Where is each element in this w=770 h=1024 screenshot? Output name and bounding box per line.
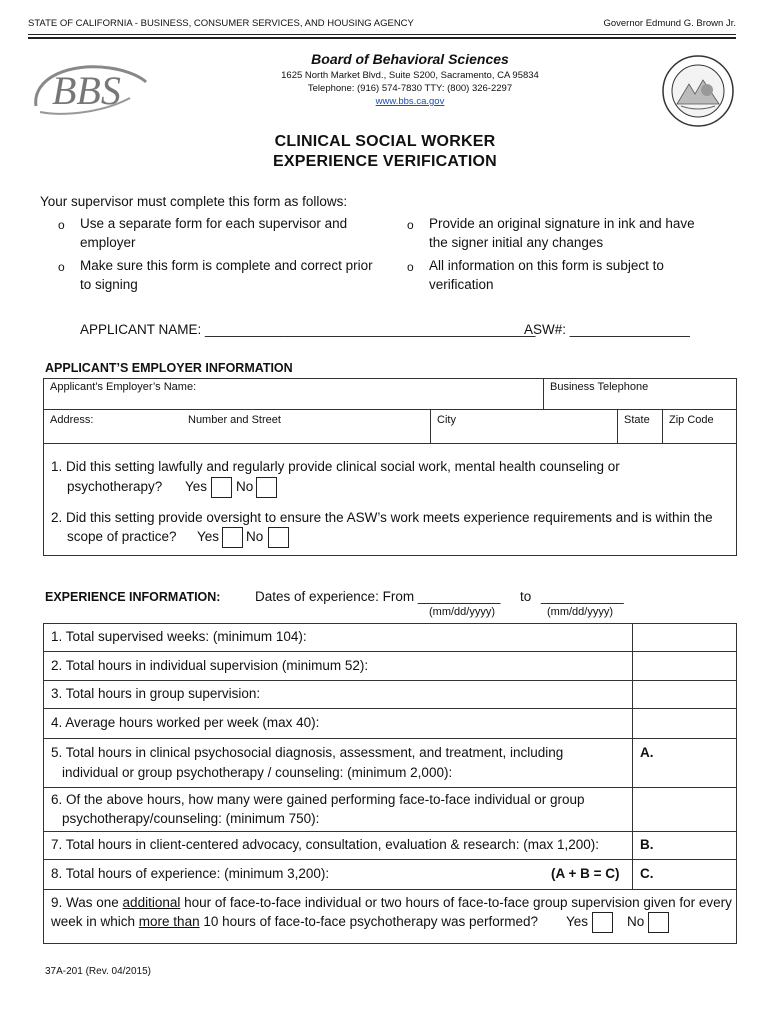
exp-row-6: 6. Of the above hours, how many were gained performing face-to-face individual or group — [51, 792, 585, 807]
q1-no-label: No — [236, 479, 254, 494]
applicant-name-field[interactable]: APPLICANT NAME: ____________________________________________ — [80, 322, 536, 337]
instruction-item-cont: verification — [429, 277, 494, 292]
exp-input-4[interactable] — [633, 709, 736, 738]
header-rule-thick — [28, 37, 736, 39]
exp-row-6-cont: psychotherapy/counseling: (minimum 750): — [62, 811, 320, 826]
question-1: 1. Did this setting lawfully and regularly provide clinical social work, mental health counseling or — [51, 459, 620, 474]
exp-row-2: 2. Total hours in individual supervision (minimum 52): — [51, 658, 369, 673]
form-title-line2: EXPERIENCE VERIFICATION — [273, 153, 497, 170]
q9-yes-label: Yes — [566, 914, 589, 929]
exp-input-7-label: B. — [640, 837, 654, 852]
question-9: 9. Was one additional hour of face-to-face individual or two hours of face-to-face group supervision given for every — [51, 895, 732, 910]
exp-row-1: 1. Total supervised weeks: (minimum 104): — [51, 629, 307, 644]
exp-row-8-formula: (A + B = C) — [551, 866, 620, 881]
q1-no-checkbox[interactable] — [256, 477, 277, 498]
exp-input-6[interactable] — [633, 788, 736, 831]
city-field[interactable]: City — [437, 414, 456, 426]
zip-code-field[interactable]: Zip Code — [669, 414, 714, 426]
bullet-glyph: o — [58, 260, 65, 274]
q2-no-checkbox[interactable] — [268, 527, 289, 548]
board-name: Board of Behavioral Sciences — [311, 51, 509, 67]
instruction-item: Use a separate form for each supervisor and — [80, 216, 348, 231]
instruction-item: Provide an original signature in ink and have — [429, 216, 695, 231]
business-telephone-field[interactable]: Business Telephone — [550, 381, 649, 393]
q2-yes-label: Yes — [197, 529, 220, 544]
q2-no-label: No — [246, 529, 264, 544]
instruction-item-cont: employer — [80, 235, 136, 250]
bbs-logo — [30, 58, 150, 118]
instructions-intro: Your supervisor must complete this form as follows: — [40, 194, 348, 209]
instruction-item: All information on this form is subject to — [429, 258, 664, 273]
experience-section-heading: EXPERIENCE INFORMATION: — [45, 590, 221, 604]
employer-section-heading: APPLICANT’S EMPLOYER INFORMATION — [45, 361, 293, 375]
bullet-glyph: o — [407, 260, 414, 274]
exp-row-4: 4. Average hours worked per week (max 40): — [51, 715, 320, 730]
exp-input-1[interactable] — [633, 624, 736, 651]
board-phone: Telephone: (916) 574-7830 TTY: (800) 326-2297 — [307, 83, 513, 94]
question-1-cont: psychotherapy? — [67, 479, 163, 494]
question-2: 2. Did this setting provide oversight to ensure the ASW’s work meets experience requirements and is within the — [51, 510, 713, 525]
exp-row-5-cont: individual or group psychotherapy / counseling: (minimum 2,000): — [62, 765, 453, 780]
board-website-link[interactable]: www.bbs.ca.gov — [375, 96, 445, 107]
question-2-cont: scope of practice? — [67, 529, 177, 544]
exp-input-8-label: C. — [640, 866, 654, 881]
instruction-item: Make sure this form is complete and correct prior — [80, 258, 373, 273]
instruction-item-cont: the signer initial any changes — [429, 235, 604, 250]
bullet-glyph: o — [58, 218, 65, 232]
board-address: 1625 North Market Blvd., Suite S200, Sacramento, CA 95834 — [281, 70, 539, 81]
employer-name-field[interactable]: Applicant’s Employer’s Name: — [50, 381, 197, 393]
exp-row-3: 3. Total hours in group supervision: — [51, 686, 261, 701]
dates-to-label: to — [520, 589, 532, 604]
state-field[interactable]: State — [624, 414, 650, 426]
state-seal — [661, 54, 735, 128]
q9-yes-checkbox[interactable] — [592, 912, 613, 933]
header-rule — [28, 34, 736, 35]
bullet-glyph: o — [407, 218, 414, 232]
q1-yes-label: Yes — [185, 479, 208, 494]
governor-name: Governor Edmund G. Brown Jr. — [603, 18, 736, 29]
exp-row-7: 7. Total hours in client-centered advocacy, consultation, evaluation & research: (max 1,200): — [51, 837, 600, 852]
question-9-cont: week in which more than 10 hours of face-to-face psychotherapy was performed? — [51, 914, 539, 929]
header-line — [28, 18, 736, 29]
asw-number-field[interactable]: ASW#: ________________ — [524, 322, 690, 337]
exp-input-3[interactable] — [633, 681, 736, 708]
form-title-line1: CLINICAL SOCIAL WORKER — [274, 133, 496, 150]
q9-no-label: No — [627, 914, 645, 929]
exp-input-5-label: A. — [640, 745, 654, 760]
q2-yes-checkbox[interactable] — [222, 527, 243, 548]
from-date-format: (mm/dd/yyyy) — [429, 606, 495, 618]
exp-input-2[interactable] — [633, 652, 736, 680]
exp-row-5: 5. Total hours in clinical psychosocial diagnosis, assessment, and treatment, including — [51, 745, 564, 760]
exp-row-8: 8. Total hours of experience: (minimum 3,200): — [51, 866, 330, 881]
q1-yes-checkbox[interactable] — [211, 477, 232, 498]
agency-name: STATE OF CALIFORNIA - BUSINESS, CONSUMER SERVICES, AND HOUSING AGENCY — [28, 18, 414, 29]
address-field[interactable]: Address: — [50, 414, 94, 426]
form-number: 37A-201 (Rev. 04/2015) — [45, 966, 151, 977]
dates-to-field[interactable]: ___________ — [541, 589, 624, 604]
dates-from-field[interactable]: Dates of experience: From ___________ — [255, 589, 501, 604]
instruction-item-cont: to signing — [80, 277, 138, 292]
to-date-format: (mm/dd/yyyy) — [547, 606, 613, 618]
logo-text: BBS — [52, 68, 121, 113]
q9-no-checkbox[interactable] — [648, 912, 669, 933]
street-label: Number and Street — [188, 414, 281, 426]
